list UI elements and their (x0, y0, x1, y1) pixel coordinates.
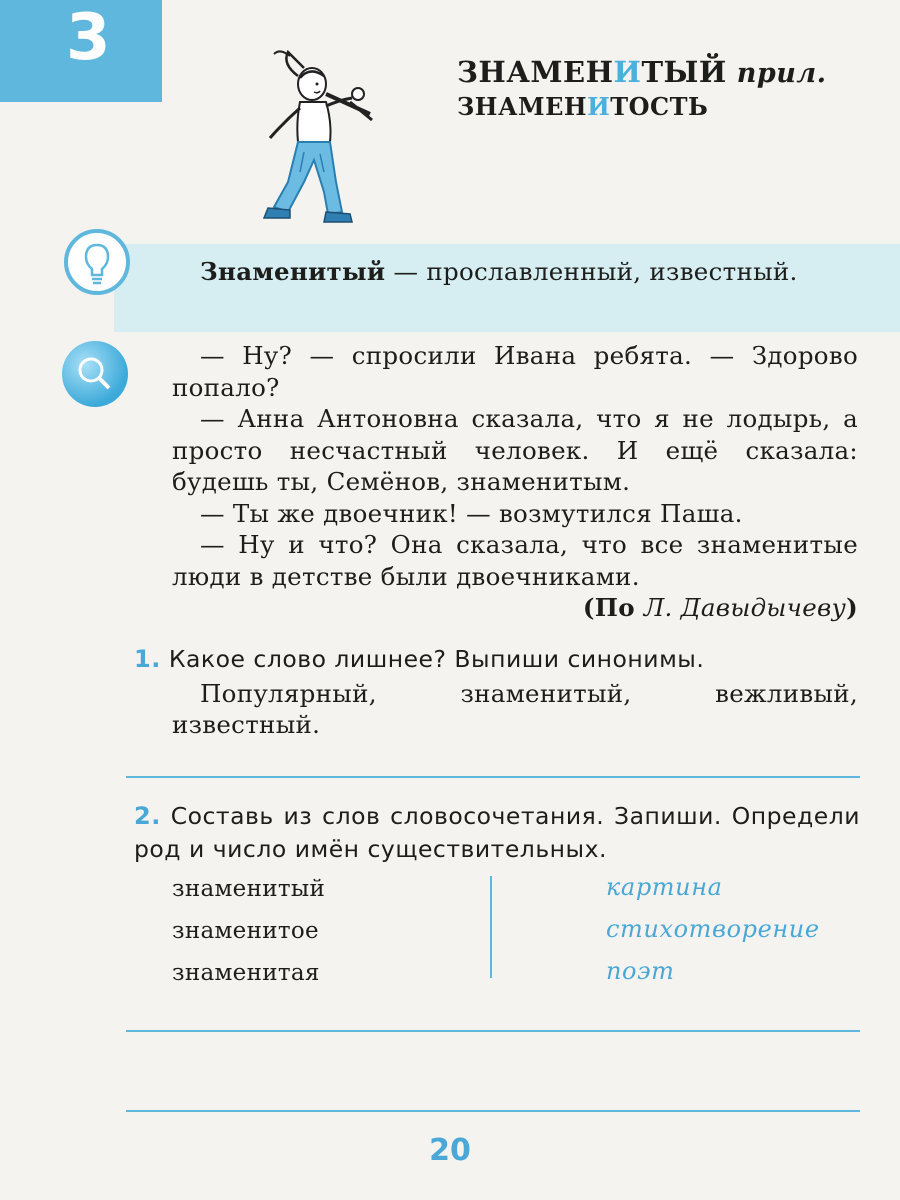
headword-adjective (457, 54, 827, 92)
noun-item: поэт (606, 957, 675, 985)
stress-letter: И (613, 55, 642, 89)
story-line: — Ну? — спросили Ивана ребята. — Здорово попало? (172, 341, 858, 402)
vocabulary-heading (457, 54, 827, 122)
part-of-speech-label: прил. (736, 58, 827, 89)
story-line: — Ты же двоечник! — возмутился Паша. (200, 498, 743, 528)
column-divider (490, 876, 492, 978)
answer-line[interactable] (126, 776, 860, 778)
headword-noun (457, 92, 827, 122)
exercise-number: 2. (134, 802, 161, 830)
exercise-1-prompt (134, 643, 860, 676)
adjective-item: знаменитый (172, 876, 326, 902)
story-line: — Анна Антоновна сказала, что я не лодырь, а просто несчастный человек. И ещё сказала: будешь ты, Семёнов, знаменитым. (172, 404, 858, 496)
attribution-initial: Л. (643, 593, 673, 622)
stress-letter: И (587, 92, 611, 121)
exercise-2-text: Составь из слов словосочетания. Запиши. Определи род и число имён существительных. (134, 802, 860, 863)
story-attribution (172, 592, 858, 624)
story-text (172, 340, 858, 624)
story-line: — Ну и что? Она сказала, что все знаменитые люди в детстве были двоечниками. (172, 530, 858, 591)
exercise-2-prompt (134, 800, 860, 866)
answer-line[interactable] (126, 1030, 860, 1032)
exercise-1-word-list: Популярный, знаменитый, вежливый, известный. (172, 679, 858, 739)
headword-part: ЗНАМЕН (457, 92, 588, 121)
definition-body: — прославленный, известный. (385, 257, 798, 286)
noun-column (606, 866, 820, 992)
adjective-column (172, 868, 325, 994)
adjective-item: знаменитая (172, 960, 320, 986)
lightbulb-icon (64, 229, 130, 295)
answer-line[interactable] (126, 1110, 860, 1112)
section-number: 3 (66, 1, 111, 75)
attribution-close: ) (846, 593, 858, 622)
definition-term: Знаменитый (200, 257, 386, 286)
attribution-open: (По (582, 593, 644, 622)
exercise-number: 1. (134, 645, 161, 673)
adjective-item: знаменитое (172, 918, 319, 944)
girl-singing-illustration (240, 42, 400, 227)
exercise-1-text: Какое слово лишнее? Выпиши синонимы. (168, 645, 705, 673)
headword-part: ЗНАМЕН (457, 55, 614, 89)
headword-part: ТЫЙ (641, 55, 727, 89)
section-number-tab (0, 0, 162, 102)
attribution-author: Давыдычеву (672, 593, 847, 622)
noun-item: стихотворение (606, 915, 820, 943)
definition-text (172, 256, 858, 288)
headword-part: ТОСТЬ (610, 92, 709, 121)
magnifier-icon (62, 341, 128, 407)
exercise-1-words (172, 678, 858, 740)
page-number: 20 (429, 1133, 471, 1168)
noun-item: картина (606, 873, 723, 901)
